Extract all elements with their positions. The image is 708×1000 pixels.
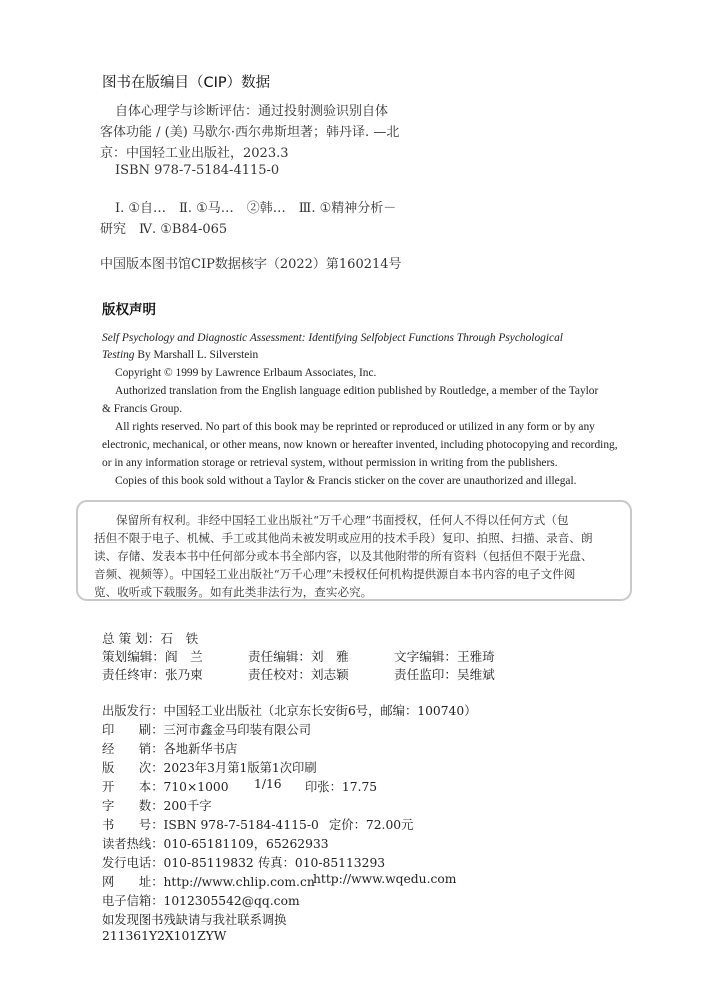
- format-row: [102, 777, 229, 795]
- responsible-editor: 责任编辑：刘 雅: [248, 649, 349, 664]
- cip-line: 客体功能 / (美) 马歇尔·西尔弗斯坦著；韩丹译. —北: [100, 125, 400, 140]
- edition-label: 版 次：: [102, 761, 164, 775]
- phone-row: [102, 853, 254, 871]
- publisher-label: 出版发行：: [102, 704, 164, 718]
- distributor-value: 各地新华书店: [163, 742, 238, 756]
- notice-line: 读、存储、发表本书中任何部分或本书全部内容，以及其他附带的所有资料（包括但不限于光盘、: [94, 549, 593, 563]
- cip-check-number: 中国版本图书馆CIP数据核字（2022）第160214号: [100, 257, 402, 272]
- planning-editor: 策划编辑：阎 兰: [102, 649, 203, 664]
- word-count-value: 200千字: [163, 799, 212, 813]
- word-count-label: 字 数：: [102, 799, 164, 813]
- isbn-value: ISBN 978-7-5184-4115-0: [163, 818, 319, 832]
- chief-planner: 总 策 划：石 铁: [102, 631, 199, 646]
- phone-value: 010-85119832: [163, 856, 254, 870]
- original-title: Testing: [102, 349, 135, 361]
- rights-line: electronic, mechanical, or other means, now known or hereafter invented, including photocopying and recording,: [102, 439, 618, 451]
- notice-line: 览、收听或下载服务。如有此类非法行为，查实必究。: [94, 585, 373, 599]
- email-link[interactable]: 1012305542@qq.com: [163, 894, 300, 908]
- proofreader: 责任校对：刘志颖: [248, 667, 349, 682]
- rights-line: or in any information storage or retrieval system, without permission in writing from the publishers.: [102, 457, 558, 469]
- text-editor: 文字编辑：王雅琦: [394, 649, 495, 664]
- website-link-wqedu[interactable]: http://www.wqedu.com: [313, 872, 457, 886]
- email-label: 电子信箱：: [102, 894, 164, 908]
- hotline-value: 010-65181109，65262933: [163, 837, 329, 851]
- printer-row: [102, 720, 311, 738]
- fax: 传真：010-85113293: [258, 856, 386, 870]
- copyright-line: Copyright © 1999 by Lawrence Erlbaum Associates, Inc.: [115, 367, 377, 379]
- website-label: 网 址：: [102, 875, 164, 889]
- hotline-row: [102, 834, 329, 852]
- word-count-row: [102, 796, 212, 814]
- cip-line: 自体心理学与诊断评估：通过投射测验识别自体: [115, 104, 389, 119]
- publisher-value: 中国轻工业出版社（北京东长安街6号，邮编：100740）: [163, 704, 477, 718]
- original-title: Self Psychology and Diagnostic Assessment: Identifying Selfobject Functions Through Psychological: [102, 332, 563, 344]
- authorization-line: & Francis Group.: [102, 403, 183, 415]
- edition-row: [102, 758, 317, 776]
- format-size: 710×1000: [163, 780, 229, 794]
- notice-line: 音频、视频等）。中国轻工业出版社“万千心理”未授权任何机构提供源自本书内容的电子文件阅: [94, 567, 576, 581]
- final-reviewer: 责任终审：张乃柬: [102, 667, 203, 682]
- format-label: 开 本：: [102, 780, 164, 794]
- hotline-label: 读者热线：: [102, 837, 164, 851]
- authorization-line: Authorized translation from the English language edition published by Routledge, a member of the Taylor: [115, 385, 599, 397]
- print-code: 211361Y2X101ZYW: [102, 929, 227, 943]
- rights-line: All rights reserved. No part of this book may be reprinted or reproduced or utilized in any form or by any: [115, 421, 595, 433]
- edition-value: 2023年3月第1版第1次印刷: [163, 761, 317, 775]
- email-row: [102, 891, 300, 909]
- website-row: [102, 872, 315, 890]
- defect-note: 如发现图书残缺请与我社联系调换: [102, 913, 287, 927]
- format-fold: 1/16: [254, 777, 282, 791]
- cip-title: 图书在版编目（CIP）数据: [102, 75, 271, 91]
- price: 定价：72.00元: [329, 818, 414, 832]
- notice-line: 保留所有权利。非经中国轻工业出版社“万千心理”书面授权，任何人不得以任何方式（包: [116, 513, 569, 527]
- printer-value: 三河市鑫金马印装有限公司: [163, 723, 312, 737]
- original-title-line: [102, 347, 258, 365]
- distributor-label: 经 销：: [102, 742, 164, 756]
- publisher-row: [102, 701, 477, 719]
- original-title-line: [102, 330, 563, 348]
- isbn-label: 书 号：: [102, 818, 164, 832]
- isbn-row: [102, 815, 319, 833]
- original-author: By Marshall L. Silverstein: [134, 349, 259, 361]
- cip-isbn: ISBN 978-7-5184-4115-0: [115, 163, 280, 178]
- copyright-heading: 版权声明: [102, 302, 156, 318]
- phone-label: 发行电话：: [102, 856, 164, 870]
- printed-sheets: 印张：17.75: [305, 780, 378, 794]
- printer-label: 印 刷：: [102, 723, 164, 737]
- notice-line: 括但不限于电子、机械、手工或其他尚未被发明或应用的技术手段）复印、拍照、扫描、录音、朗: [94, 531, 593, 545]
- sticker-notice: Copies of this book sold without a Taylor & Francis sticker on the cover are unauthorized and illegal.: [115, 475, 577, 487]
- cip-classification: 研究 Ⅳ. ①B84-065: [100, 222, 228, 237]
- cip-line: 京：中国轻工业出版社，2023.3: [100, 146, 289, 161]
- distributor-row: [102, 739, 237, 757]
- print-supervisor: 责任监印：吴维斌: [394, 667, 495, 682]
- website-link-chlip[interactable]: http://www.chlip.com.cn: [163, 875, 315, 889]
- cip-classification: Ⅰ. ①自… Ⅱ. ①马… ②韩… Ⅲ. ①精神分析－: [115, 201, 397, 216]
